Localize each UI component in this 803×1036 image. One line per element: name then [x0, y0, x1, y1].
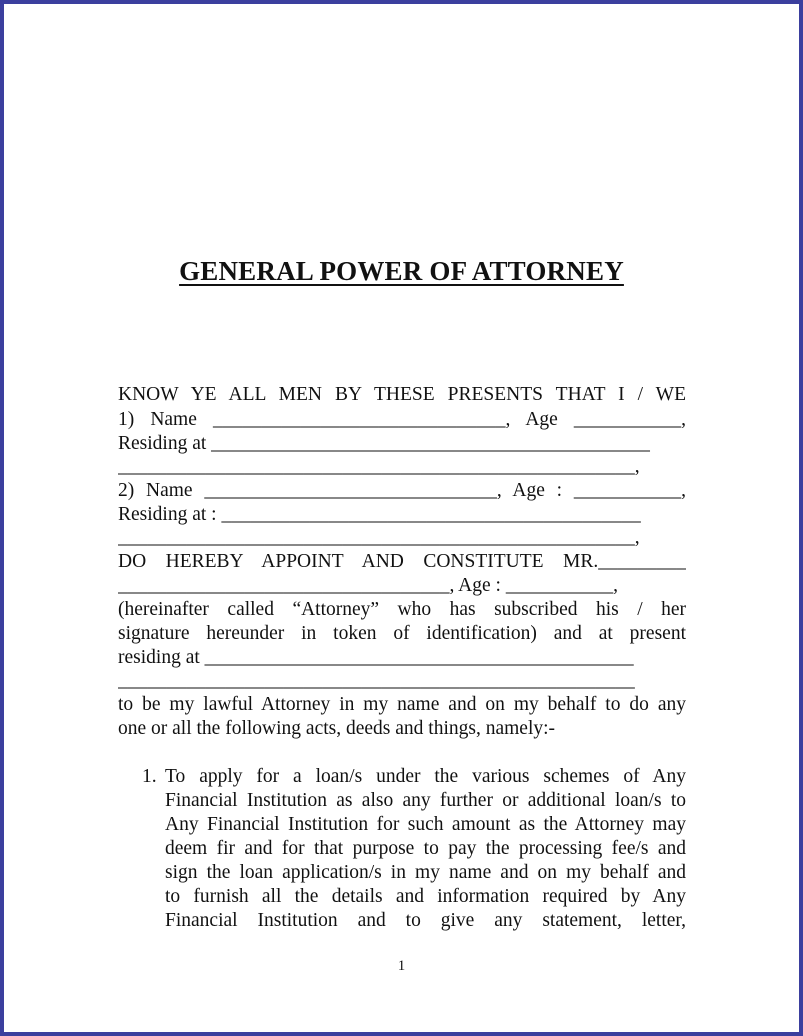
list-item-line: Financial Institution and to give any statement, letter,	[165, 910, 686, 931]
name-1-line: 1) Name ______________________________, Age ___________,	[118, 409, 686, 430]
list-item-line: sign the loan application/s in my name and on my behalf and	[165, 862, 686, 883]
lawful-attorney-line: to be my lawful Attorney in my name and on my behalf to do any	[118, 694, 686, 715]
attorney-residence-continuation-line: _____________________________________________________	[118, 670, 635, 691]
page-title: GENERAL POWER OF ATTORNEY	[179, 256, 624, 286]
signature-line: signature hereunder in token of identification) and at present	[118, 623, 686, 644]
name-2-line: 2) Name ______________________________, Age : ___________,	[118, 480, 686, 501]
residence-1-continuation-line: _____________________________________________________,	[118, 456, 640, 477]
list-item-line: Financial Institution as also any further or additional loan/s to	[165, 790, 686, 811]
document-body	[4, 4, 799, 1032]
preamble-line: KNOW YE ALL MEN BY THESE PRESENTS THAT I / WE	[118, 384, 686, 405]
list-item-line: to furnish all the details and information required by Any	[165, 886, 686, 907]
hereinafter-line: (hereinafter called “Attorney” who has subscribed his / her	[118, 599, 686, 620]
acts-deeds-line: one or all the following acts, deeds and things, namely:-	[118, 718, 556, 739]
residence-1-line: Residing at _____________________________________________	[118, 433, 650, 454]
appoint-line: DO HEREBY APPOINT AND CONSTITUTE MR._________	[118, 551, 686, 572]
list-item-line: Any Financial Institution for such amount as the Attorney may	[165, 814, 686, 835]
document-page	[4, 4, 799, 1032]
list-item-line: deem fir and for that purpose to pay the processing fee/s and	[165, 838, 686, 859]
page-number: 1	[397, 958, 406, 974]
list-item-line: To apply for a loan/s under the various schemes of Any	[165, 766, 686, 787]
list-item-number: 1.	[142, 766, 157, 787]
attorney-residence-line: residing at ____________________________________________	[118, 647, 634, 668]
residence-2-line: Residing at : ___________________________________________	[118, 504, 641, 525]
attorney-age-line: __________________________________, Age : ___________,	[118, 575, 618, 596]
residence-2-continuation-line: _____________________________________________________,	[118, 527, 640, 548]
